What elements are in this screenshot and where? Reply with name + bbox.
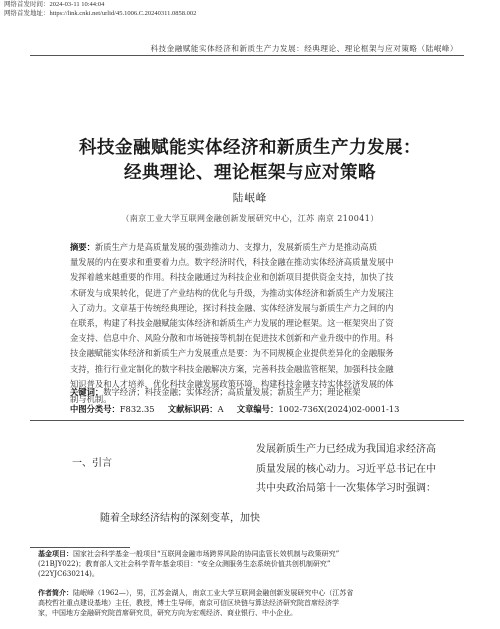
author-bio-footnote — [38, 588, 466, 619]
section-heading: 一、引言 — [72, 458, 112, 469]
keywords — [70, 386, 464, 398]
fund-line: (22YJC630214)。 — [38, 570, 99, 579]
article-id-label: 文章编号： — [236, 404, 279, 414]
abstract-line: 支持，推行行业定制化的数字科技金融解决方案，完善科技金融监管框架，加强科技金融 — [70, 363, 394, 374]
fund-label: 基金项目： — [38, 550, 73, 558]
abstract-line: 金支持、信息中介、风险分散和市场链接等机制在促进技术创新和产业升级中的作用。科 — [70, 333, 394, 344]
body-line: 发展新质生产力已经成为我国追求经济高 — [256, 444, 436, 455]
abstract-line: 发挥着越来越重要的作用。科技金融通过为科技企业和创新项目提供资金支持，加快了技 — [70, 272, 394, 283]
header-rule — [30, 55, 464, 56]
abstract-line: 技金融赋能实体经济和新质生产力发展重点是要：为不同规模企业提供差异化的金融服务 — [70, 348, 394, 359]
online-first-url[interactable]: 网络首发地址：https://link.cnki.net/urlid/45.1006.C.20240311.0858.002 — [4, 10, 197, 17]
abstract-line: 新质生产力是高质量发展的强劲推动力、支撑力，发展新质生产力是推动高质 — [94, 242, 378, 252]
fund-line: (21BJY022)；教育部人文社会科学青年基金项目：“安全众测服务生态系统价值共创机制研究” — [38, 560, 331, 569]
right-column-text — [256, 440, 462, 499]
running-head: 科技金融赋能实体经济和新质生产力发展：经典理论、理论框架与应对策略（陆岷峰） — [150, 44, 458, 53]
keywords-label: 关键词： — [70, 387, 104, 397]
abstract-line: 术研发与成果转化，促进了产业结构的优化与升级，为推动实体经济和新质生产力发展注 — [70, 287, 394, 298]
abstract — [70, 240, 464, 407]
abstract-line: 量发展的内在要求和重要着力点。数字经济时代，科技金融在推动实体经济高质量发展中 — [70, 257, 394, 268]
bio-line: 陆岷峰（1962—），男，江苏金湖人，南京工业大学互联网金融创新发展研究中心（江苏省 — [73, 589, 354, 597]
bio-label: 作者简介： — [38, 589, 73, 597]
bio-line: 家，中国地方金融研究院首席研究员，研究方向为宏观经济、商业银行、中小企业。 — [38, 609, 297, 618]
keywords-text: 数字经济；科技金融；实体经济；高质量发展；新质生产力；理论框架 — [103, 387, 361, 397]
cnki-header — [0, 0, 500, 22]
online-first-time: 网络首发时间：2024-03-11 10:44:04 — [4, 1, 105, 8]
abstract-line: 知识普及和人才培养，优化科技金融发展政策环境，构建科技金融支持实体经济发展的体 — [70, 378, 394, 389]
paper-title-line-1: 科技金融赋能实体经济和新质生产力发展： — [79, 138, 421, 158]
author: 陆岷峰 — [232, 192, 268, 204]
affiliation: （南京工业大学互联网金融创新发展研究中心，江苏 南京 210041） — [121, 214, 379, 223]
fund-line: 国家社会科学基金一般项目“互联网金融市场跨界风险的协同监管长效机制与政策研究” — [73, 550, 340, 558]
meta-rule — [30, 420, 464, 421]
abstract-line: 入了动力。文章基于传统经典理论，探讨科技金融、实体经济发展与新质生产力之间的内 — [70, 302, 394, 313]
abstract-label: 摘要： — [70, 242, 95, 252]
clc-label: 中图分类号： — [70, 404, 120, 414]
fund-footnote — [38, 549, 466, 580]
doc-code-value: A — [217, 404, 224, 414]
abstract-line: 制与机制。 — [70, 394, 112, 405]
clc-value: F832.35 — [119, 404, 155, 414]
article-id-value: 1002-736X(2024)02-0001-13 — [278, 404, 400, 414]
paper-title-line-2: 经典理论、理论框架与应对策略 — [124, 163, 376, 183]
doc-code-label: 文献标识码： — [167, 404, 218, 414]
footnote-rule — [30, 547, 130, 548]
article-meta — [70, 403, 464, 415]
body-line: 共中央政治局第十一次集体学习时强调： — [256, 483, 436, 494]
left-column-text: 随着全球经济结构的深刻变革，加快 — [100, 513, 260, 524]
body-line: 质量发展的核心动力。习近平总书记在中 — [256, 463, 436, 475]
bio-line: 高校哲社重点建设基地）主任，教授，博士生导师，南京可信区块链与算法经济研究院首席经济学 — [38, 599, 339, 608]
abstract-line: 在联系，构建了科技金融赋能实体经济和新质生产力发展的理论框架。这一框架突出了资 — [70, 318, 394, 329]
